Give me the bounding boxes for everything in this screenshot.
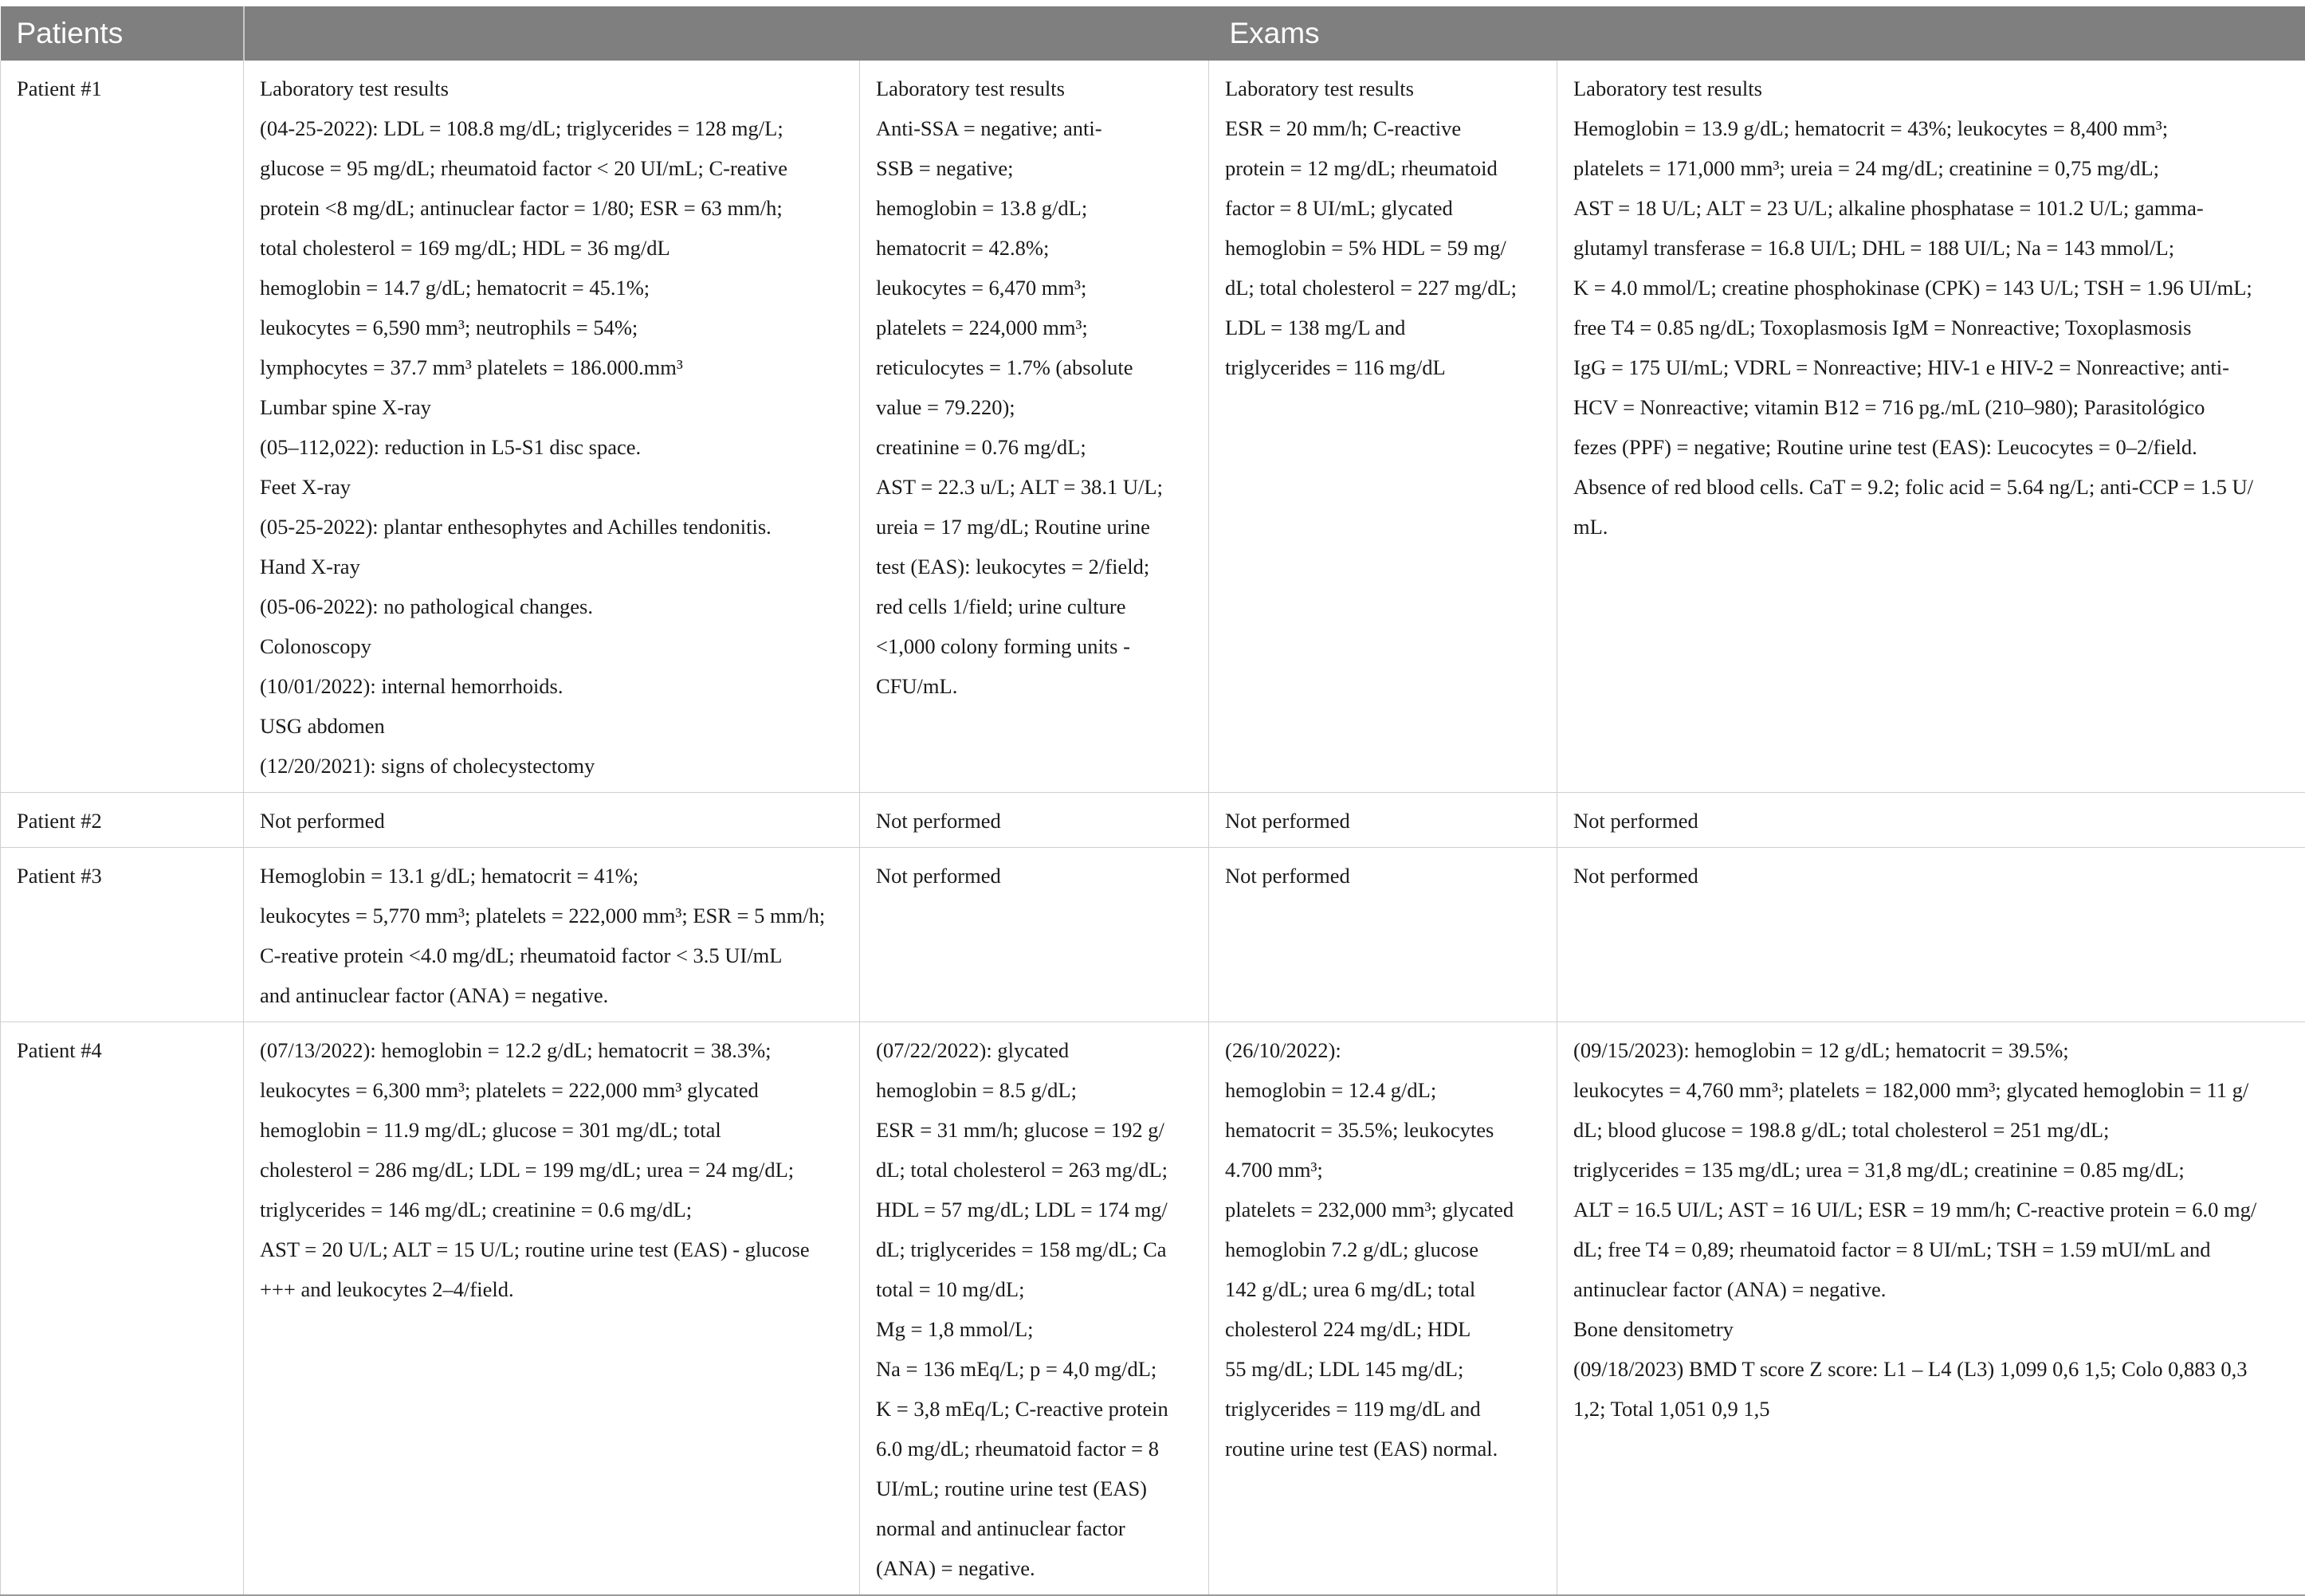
exam-text-line: (09/15/2023): hemoglobin = 12 g/dL; hematocrit = 39.5%; (1573, 1030, 2290, 1070)
exam-text-line: Not performed (1225, 801, 1541, 841)
exam-cell (1557, 1022, 2305, 1596)
exam-text-line: (26/10/2022): (1225, 1030, 1541, 1070)
exam-text-line: (05–112,022): reduction in L5-S1 disc space. (260, 427, 843, 467)
exam-text-line: (05-25-2022): plantar enthesophytes and Achilles tendonitis. (260, 507, 843, 547)
patient-cell: Patient #1 (1, 61, 244, 793)
exam-cell (1209, 61, 1557, 793)
exam-text-line: dL; free T4 = 0,89; rheumatoid factor = 8 UI/mL; TSH = 1.59 mUI/mL and (1573, 1229, 2290, 1269)
exam-text-line: HDL = 57 mg/dL; LDL = 174 mg/ (876, 1190, 1192, 1229)
exam-text-line: CFU/mL. (876, 666, 1192, 706)
exam-text-line: (07/22/2022): glycated (876, 1030, 1192, 1070)
exam-text-line: ureia = 17 mg/dL; Routine urine (876, 507, 1192, 547)
exam-cell (860, 848, 1209, 1022)
exam-text-line: Hemoglobin = 13.1 g/dL; hematocrit = 41%; (260, 856, 843, 896)
exam-text-line: Laboratory test results (260, 69, 843, 108)
exam-text-line: normal and antinuclear factor (876, 1508, 1192, 1548)
exam-text-line: red cells 1/field; urine culture (876, 586, 1192, 626)
exam-text-line: leukocytes = 6,590 mm³; neutrophils = 54%; (260, 308, 843, 347)
exams-table-container (0, 6, 2305, 1596)
exam-text-line: AST = 20 U/L; ALT = 15 U/L; routine urine test (EAS) - glucose (260, 1229, 843, 1269)
exam-text-line: test (EAS): leukocytes = 2/field; (876, 547, 1192, 586)
exam-text-line: 1,2; Total 1,051 0,9 1,5 (1573, 1389, 2290, 1429)
exam-text-line: 55 mg/dL; LDL 145 mg/dL; (1225, 1349, 1541, 1389)
exam-text-line: AST = 22.3 u/L; ALT = 38.1 U/L; (876, 467, 1192, 507)
exam-cell (1209, 1022, 1557, 1596)
exam-cell (1209, 848, 1557, 1022)
exam-text-line: ESR = 20 mm/h; C-reactive (1225, 108, 1541, 148)
exam-text-line: 4.700 mm³; (1225, 1150, 1541, 1190)
exam-text-line: lymphocytes = 37.7 mm³ platelets = 186.000.mm³ (260, 347, 843, 387)
exam-text-line: Hemoglobin = 13.9 g/dL; hematocrit = 43%; leukocytes = 8,400 mm³; (1573, 108, 2290, 148)
exam-text-line: Not performed (1573, 801, 2290, 841)
exam-text-line: hematocrit = 35.5%; leukocytes (1225, 1110, 1541, 1150)
exam-text-line: (04-25-2022): LDL = 108.8 mg/dL; triglycerides = 128 mg/L; (260, 108, 843, 148)
exam-text-line: USG abdomen (260, 706, 843, 746)
exam-text-line: hemoglobin = 12.4 g/dL; (1225, 1070, 1541, 1110)
exam-text-line: value = 79.220); (876, 387, 1192, 427)
exam-text-line: Na = 136 mEq/L; p = 4,0 mg/dL; (876, 1349, 1192, 1389)
exam-text-line: +++ and leukocytes 2–4/field. (260, 1269, 843, 1309)
exam-text-line: leukocytes = 6,470 mm³; (876, 268, 1192, 308)
exam-text-line: Colonoscopy (260, 626, 843, 666)
exam-text-line: HCV = Nonreactive; vitamin B12 = 716 pg./mL (210–980); Parasitológico (1573, 387, 2290, 427)
exam-text-line: total cholesterol = 169 mg/dL; HDL = 36 mg/dL (260, 228, 843, 268)
exam-text-line: leukocytes = 5,770 mm³; platelets = 222,000 mm³; ESR = 5 mm/h; (260, 896, 843, 935)
patient-cell: Patient #4 (1, 1022, 244, 1596)
exam-cell (860, 793, 1209, 848)
exam-text-line: platelets = 171,000 mm³; ureia = 24 mg/dL; creatinine = 0,75 mg/dL; (1573, 148, 2290, 188)
exam-cell (244, 793, 860, 848)
exam-text-line: (10/01/2022): internal hemorrhoids. (260, 666, 843, 706)
exam-text-line: protein = 12 mg/dL; rheumatoid (1225, 148, 1541, 188)
table-row (1, 848, 2305, 1022)
exam-text-line: Bone densitometry (1573, 1309, 2290, 1349)
exam-text-line: K = 3,8 mEq/L; C-reactive protein (876, 1389, 1192, 1429)
exam-text-line: Mg = 1,8 mmol/L; (876, 1309, 1192, 1349)
exam-text-line: IgG = 175 UI/mL; VDRL = Nonreactive; HIV-1 e HIV-2 = Nonreactive; anti- (1573, 347, 2290, 387)
table-body (1, 61, 2305, 1595)
exam-text-line: mL. (1573, 507, 2290, 547)
exam-text-line: (05-06-2022): no pathological changes. (260, 586, 843, 626)
exam-text-line: routine urine test (EAS) normal. (1225, 1429, 1541, 1469)
exam-text-line: cholesterol 224 mg/dL; HDL (1225, 1309, 1541, 1349)
exam-cell (860, 61, 1209, 793)
patient-cell: Patient #2 (1, 793, 244, 848)
exam-text-line: glutamyl transferase = 16.8 UI/L; DHL = 188 UI/L; Na = 143 mmol/L; (1573, 228, 2290, 268)
exam-text-line: hemoglobin = 5% HDL = 59 mg/ (1225, 228, 1541, 268)
exam-text-line: glucose = 95 mg/dL; rheumatoid factor < 20 UI/mL; C-reative (260, 148, 843, 188)
exam-cell (244, 61, 860, 793)
exam-text-line: Feet X-ray (260, 467, 843, 507)
exam-text-line: Anti-SSA = negative; anti- (876, 108, 1192, 148)
exam-text-line: (12/20/2021): signs of cholecystectomy (260, 746, 843, 786)
exam-cell (1209, 793, 1557, 848)
exam-text-line: AST = 18 U/L; ALT = 23 U/L; alkaline phosphatase = 101.2 U/L; gamma- (1573, 188, 2290, 228)
exam-text-line: (ANA) = negative. (876, 1548, 1192, 1588)
exam-text-line: free T4 = 0.85 ng/dL; Toxoplasmosis IgM = Nonreactive; Toxoplasmosis (1573, 308, 2290, 347)
patient-cell: Patient #3 (1, 848, 244, 1022)
exam-text-line: platelets = 224,000 mm³; (876, 308, 1192, 347)
exam-text-line: LDL = 138 mg/L and (1225, 308, 1541, 347)
exam-cell (1557, 793, 2305, 848)
exam-text-line: Absence of red blood cells. CaT = 9.2; folic acid = 5.64 ng/L; anti-CCP = 1.5 U/ (1573, 467, 2290, 507)
exam-text-line: <1,000 colony forming units - (876, 626, 1192, 666)
exam-text-line: dL; total cholesterol = 263 mg/dL; (876, 1150, 1192, 1190)
exam-cell (1557, 848, 2305, 1022)
exam-text-line: hematocrit = 42.8%; (876, 228, 1192, 268)
table-row (1, 793, 2305, 848)
exam-text-line: platelets = 232,000 mm³; glycated (1225, 1190, 1541, 1229)
exam-text-line: Not performed (1225, 856, 1541, 896)
exam-text-line: dL; total cholesterol = 227 mg/dL; (1225, 268, 1541, 308)
exam-cell (1557, 61, 2305, 793)
exam-text-line: leukocytes = 6,300 mm³; platelets = 222,000 mm³ glycated (260, 1070, 843, 1110)
table-header (1, 6, 2305, 61)
header-patients: Patients (1, 6, 244, 61)
exam-text-line: Laboratory test results (1573, 69, 2290, 108)
exam-text-line: dL; triglycerides = 158 mg/dL; Ca (876, 1229, 1192, 1269)
exam-text-line: creatinine = 0.76 mg/dL; (876, 427, 1192, 467)
exam-cell (244, 1022, 860, 1596)
exam-text-line: hemoglobin 7.2 g/dL; glucose (1225, 1229, 1541, 1269)
exam-text-line: leukocytes = 4,760 mm³; platelets = 182,000 mm³; glycated hemoglobin = 11 g/ (1573, 1070, 2290, 1110)
exam-text-line: triglycerides = 135 mg/dL; urea = 31,8 mg/dL; creatinine = 0.85 mg/dL; (1573, 1150, 2290, 1190)
exam-text-line: hemoglobin = 13.8 g/dL; (876, 188, 1192, 228)
header-exams: Exams (244, 6, 2305, 61)
header-row (1, 6, 2305, 61)
exam-text-line: C-reative protein <4.0 mg/dL; rheumatoid factor < 3.5 UI/mL (260, 935, 843, 975)
exam-text-line: triglycerides = 119 mg/dL and (1225, 1389, 1541, 1429)
exam-text-line: protein <8 mg/dL; antinuclear factor = 1/80; ESR = 63 mm/h; (260, 188, 843, 228)
exam-text-line: factor = 8 UI/mL; glycated (1225, 188, 1541, 228)
exam-text-line: Hand X-ray (260, 547, 843, 586)
exam-text-line: hemoglobin = 11.9 mg/dL; glucose = 301 mg/dL; total (260, 1110, 843, 1150)
exam-text-line: ALT = 16.5 UI/L; AST = 16 UI/L; ESR = 19 mm/h; C-reactive protein = 6.0 mg/ (1573, 1190, 2290, 1229)
exam-cell (860, 1022, 1209, 1596)
exam-text-line: Lumbar spine X-ray (260, 387, 843, 427)
exam-text-line: Not performed (1573, 856, 2290, 896)
exam-text-line: hemoglobin = 8.5 g/dL; (876, 1070, 1192, 1110)
exam-text-line: reticulocytes = 1.7% (absolute (876, 347, 1192, 387)
exam-text-line: UI/mL; routine urine test (EAS) (876, 1469, 1192, 1508)
exam-text-line: hemoglobin = 14.7 g/dL; hematocrit = 45.1%; (260, 268, 843, 308)
exam-text-line: Not performed (260, 801, 843, 841)
exam-text-line: total = 10 mg/dL; (876, 1269, 1192, 1309)
exam-text-line: triglycerides = 116 mg/dL (1225, 347, 1541, 387)
exam-cell (244, 848, 860, 1022)
exam-text-line: dL; blood glucose = 198.8 g/dL; total cholesterol = 251 mg/dL; (1573, 1110, 2290, 1150)
exam-text-line: (07/13/2022): hemoglobin = 12.2 g/dL; hematocrit = 38.3%; (260, 1030, 843, 1070)
exam-text-line: triglycerides = 146 mg/dL; creatinine = 0.6 mg/dL; (260, 1190, 843, 1229)
table-row (1, 61, 2305, 793)
exam-text-line: Not performed (876, 856, 1192, 896)
exam-text-line: (09/18/2023) BMD T score Z score: L1 – L4 (L3) 1,099 0,6 1,5; Colo 0,883 0,3 (1573, 1349, 2290, 1389)
exam-text-line: Not performed (876, 801, 1192, 841)
exam-text-line: 142 g/dL; urea 6 mg/dL; total (1225, 1269, 1541, 1309)
exams-table (0, 6, 2305, 1596)
exam-text-line: and antinuclear factor (ANA) = negative. (260, 975, 843, 1015)
exam-text-line: antinuclear factor (ANA) = negative. (1573, 1269, 2290, 1309)
exam-text-line: cholesterol = 286 mg/dL; LDL = 199 mg/dL; urea = 24 mg/dL; (260, 1150, 843, 1190)
table-row (1, 1022, 2305, 1596)
exam-text-line: K = 4.0 mmol/L; creatine phosphokinase (CPK) = 143 U/L; TSH = 1.96 UI/mL; (1573, 268, 2290, 308)
exam-text-line: 6.0 mg/dL; rheumatoid factor = 8 (876, 1429, 1192, 1469)
exam-text-line: SSB = negative; (876, 148, 1192, 188)
exam-text-line: Laboratory test results (876, 69, 1192, 108)
exam-text-line: fezes (PPF) = negative; Routine urine test (EAS): Leucocytes = 0–2/field. (1573, 427, 2290, 467)
exam-text-line: ESR = 31 mm/h; glucose = 192 g/ (876, 1110, 1192, 1150)
exam-text-line: Laboratory test results (1225, 69, 1541, 108)
